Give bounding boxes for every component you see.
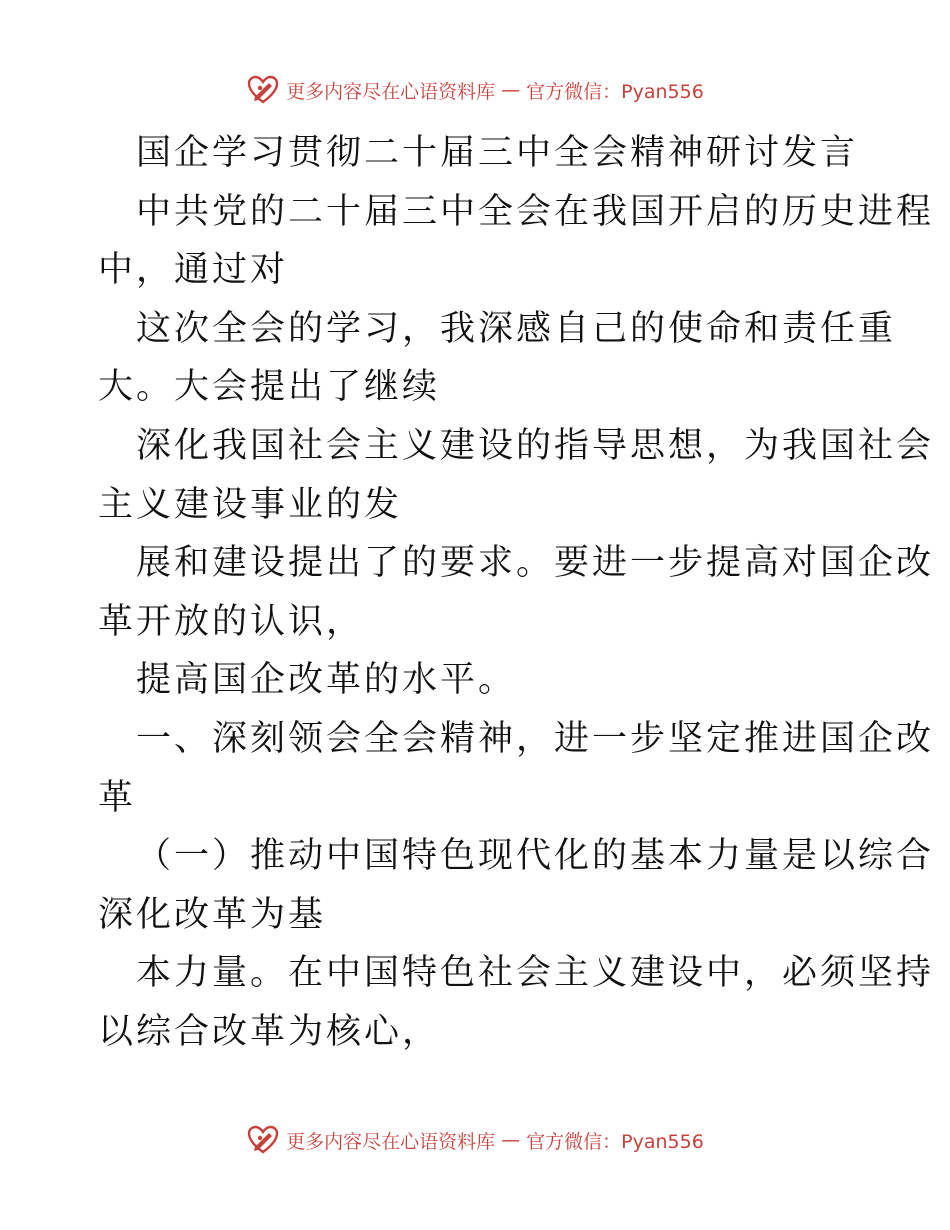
section-heading: 一、深刻领会全会精神，进一步坚定推进国企改 xyxy=(136,718,935,759)
watermark-main-text: 更多内容尽在心语资料库 xyxy=(286,80,496,103)
paragraph-line: 大。大会提出了继续 xyxy=(98,367,441,408)
header-watermark xyxy=(0,70,950,110)
section-heading-continued: 革 xyxy=(98,777,137,818)
paragraph-line: 深化改革为基 xyxy=(98,894,327,935)
paragraph-line: 展和建设提出了的要求。要进一步提高对国企改 xyxy=(136,543,935,584)
paragraph-line: 以综合改革为核心， xyxy=(98,1011,441,1052)
paragraph-line: 这次全会的学习，我深感自己的使命和责任重 xyxy=(136,308,897,349)
subsection-heading: （一）推动中国特色现代化的基本力量是以综合 xyxy=(136,836,935,877)
paragraph-line: 提高国企改革的水平。 xyxy=(136,660,517,701)
watermark-wechat-text: 官方微信：Pyan556 xyxy=(526,80,704,103)
watermark-main-text: 更多内容尽在心语资料库 xyxy=(286,1130,496,1153)
paragraph-line: 本力量。在中国特色社会主义建设中，必须坚持 xyxy=(136,953,935,994)
footer-watermark xyxy=(0,1120,950,1160)
paragraph-line: 深化我国社会主义建设的指导思想，为我国社会 xyxy=(136,425,935,466)
watermark-dash: — xyxy=(501,1129,521,1151)
document-title: 国企学习贯彻二十届三中全会精神研讨发言 xyxy=(136,133,859,173)
document-body xyxy=(98,124,935,1062)
watermark-dash: — xyxy=(501,79,521,101)
heart-pen-icon xyxy=(246,1123,280,1157)
paragraph-line: 主义建设事业的发 xyxy=(98,484,403,525)
paragraph-line: 中，通过对 xyxy=(98,250,289,291)
paragraph-line: 中共党的二十届三中全会在我国开启的历史进程 xyxy=(136,191,935,232)
watermark-wechat-text: 官方微信：Pyan556 xyxy=(526,1130,704,1153)
paragraph-line: 革开放的认识， xyxy=(98,601,365,642)
heart-pen-icon xyxy=(246,73,280,107)
